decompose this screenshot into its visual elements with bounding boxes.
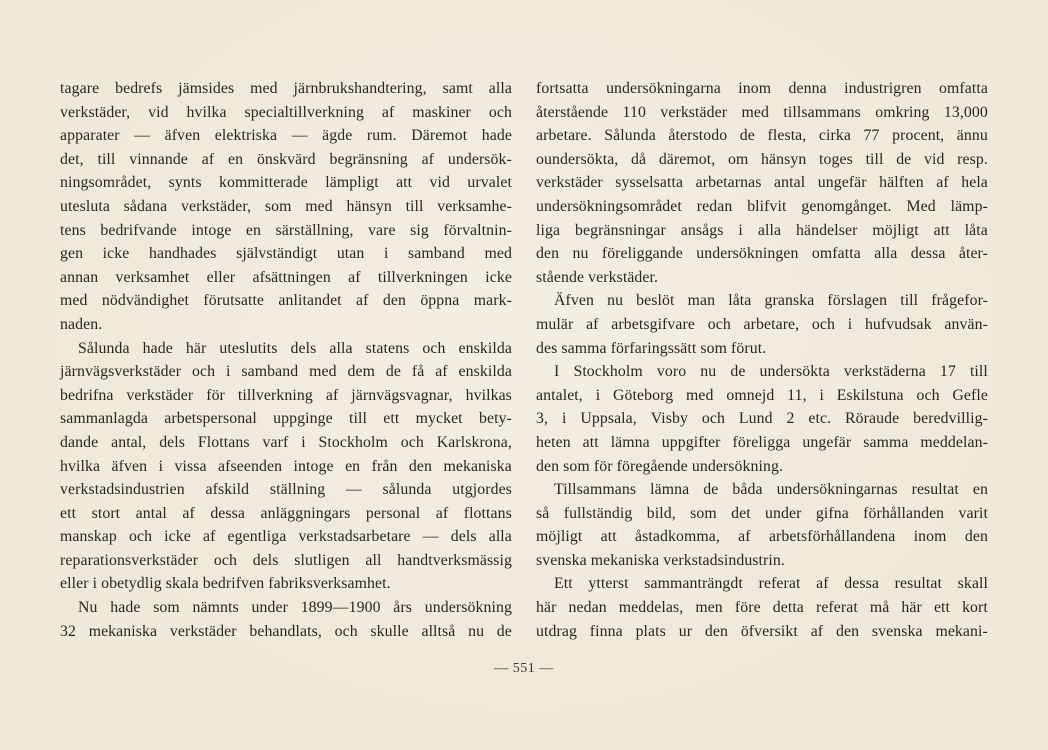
- text-line: med nödvändighet förutsatte anlitandet af den öppna mark-: [60, 292, 512, 310]
- page-number: — 551 —: [494, 661, 554, 676]
- text-line: Ett ytterst sammanträngdt referat af dessa resultat skall: [554, 575, 988, 593]
- text-line: tagare bedrefs jämsides med järnbrukshandtering, samt alla: [60, 80, 512, 97]
- text-line: des samma förfaringssätt som förut.: [536, 339, 767, 357]
- text-line: svenska mekaniska verkstadsindustrin.: [536, 551, 785, 569]
- text-line: järnvägsverkstäder och i samband med dem de få af enskilda: [60, 363, 512, 381]
- text-line: möjligt att åstadkomma, af arbetsförhållandena inom den: [536, 528, 988, 546]
- text-line: naden.: [60, 315, 103, 333]
- text-line: antalet, i Göteborg med omnejd 11, i Eskilstuna och Gefle: [536, 386, 988, 404]
- text-line: återstående 110 verkstäder med tillsammans omkring 13,000: [536, 103, 988, 121]
- right-text-column: [536, 77, 988, 643]
- text-line: apparater — äfven elektriska — ägde rum. Däremot hade: [60, 127, 512, 145]
- text-line: fortsatta undersökningarna inom denna industrigren omfatta: [536, 80, 988, 97]
- text-line: arbetare. Sålunda återstodo de flesta, cirka 77 procent, ännu: [536, 127, 988, 145]
- text-line: utesluta sådana verkstäder, som med hänsyn till verksamhe-: [60, 197, 512, 215]
- text-line: 3, i Uppsala, Visby och Lund 2 etc. Röraude beredvillig-: [536, 410, 988, 428]
- text-line: här nedan meddelas, men före detta referat må här ett kort: [536, 599, 988, 617]
- text-line: dande antal, dels Flottans varf i Stockholm och Karlskrona,: [60, 433, 512, 451]
- text-line: ett stort antal af dessa anläggningars personal af flottans: [60, 504, 512, 522]
- text-line: reparationsverkstäder och dels slutligen all handtverksmässig: [60, 551, 512, 569]
- text-line: Tillsammans lämna de båda undersökningarnas resultat en: [554, 481, 988, 499]
- text-line: liga begränsningar ansågs i alla händelser möjligt att låta: [536, 221, 988, 239]
- text-line: heten att lämna uppgifter föreligga ungefär samma meddelan-: [536, 433, 988, 451]
- text-line: den nu föreliggande undersökningen omfatta alla dessa åter-: [536, 245, 988, 263]
- text-line: det, till vinnande af en önskvärd begränsning af undersök-: [60, 150, 512, 168]
- text-line: manskap och icke af egentliga verkstadsarbetare — dels alla: [60, 528, 512, 546]
- text-line: undersökningsområdet redan blifvit genomgånget. Med lämp-: [536, 197, 988, 215]
- text-line: oundersökta, då däremot, om hänsyn toges till de vid resp.: [536, 150, 988, 168]
- text-line: Sålunda hade här uteslutits dels alla statens och enskilda: [78, 339, 512, 357]
- text-line: eller i obetydlig skala bedrifven fabriksverksamhet.: [60, 575, 391, 593]
- text-line: stående verkstäder.: [536, 268, 659, 286]
- text-line: sammanlagda arbetspersonal uppginge till ett mycket bety-: [60, 410, 512, 428]
- text-line: den som för föregående undersökning.: [536, 457, 784, 475]
- text-line: hvilka äfven i vissa afseenden intoge en från den mekaniska: [60, 457, 512, 475]
- text-line: Nu hade som nämnts under 1899—1900 års undersökning: [78, 599, 512, 617]
- text-line: annan verksamhet eller afsättningen af tillverkningen icke: [60, 268, 512, 286]
- text-line: verkstäder, vid hvilka specialtillverkning af maskiner och: [60, 103, 512, 121]
- text-line: gen icke handhades självständigt utan i samband med: [60, 245, 512, 263]
- text-line: tens bedrifvande intoge en särställning, vare sig förvaltnin-: [60, 221, 512, 239]
- text-line: 32 mekaniska verkstäder behandlats, och skulle alltså nu de: [60, 622, 512, 640]
- text-line: verkstadsindustrien afskild ställning — sålunda utgjordes: [60, 481, 512, 499]
- left-text-column: [60, 77, 512, 643]
- text-line: Äfven nu beslöt man låta granska förslagen till frågefor-: [554, 292, 988, 310]
- text-line: I Stockholm voro nu de undersökta verkstäderna 17 till: [554, 363, 988, 381]
- text-line: ningsområdet, synts kommitterade lämpligt att vid urvalet: [60, 174, 512, 192]
- text-line: mulär af arbetsgifvare och arbetare, och i hufvudsak använ-: [536, 315, 988, 333]
- text-line: bedrifna verkstäder för tillverkning af järnvägsvagnar, hvilkas: [60, 386, 512, 404]
- text-line: så fullständig bild, som det under gifna förhållanden varit: [536, 504, 988, 522]
- text-line: verkstäder sysselsatta arbetarnas antal ungefär hälften af hela: [536, 174, 988, 192]
- text-line: utdrag finna plats ur den öfversikt af den svenska mekani-: [536, 622, 988, 640]
